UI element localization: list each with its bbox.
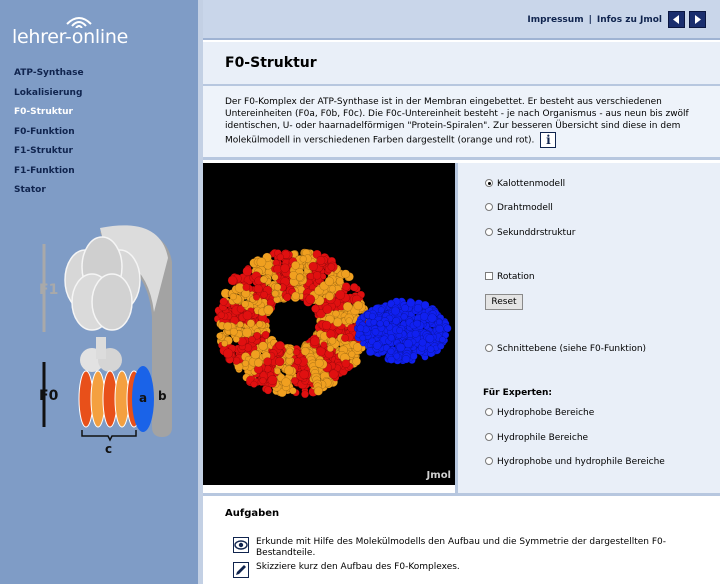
sidebar-item-atp-synthase[interactable]: ATP-Synthase (14, 68, 84, 78)
atom (314, 387, 323, 396)
atom (328, 263, 335, 270)
atom (281, 264, 290, 273)
info-icon[interactable]: i (540, 132, 556, 148)
radio-kalottenmodell[interactable] (485, 179, 565, 189)
radio-indicator[interactable] (485, 179, 493, 187)
sidebar-item-f0-funktion[interactable]: F0-Funktion (14, 126, 75, 137)
atom (444, 325, 451, 332)
atom (329, 285, 336, 292)
radio-label: Kalottenmodell (497, 179, 566, 189)
checkbox-label: Rotation (497, 272, 535, 282)
intro-text: Der F0-Komplex der ATP-Synthase ist in der Membran eingebettet. Er besteht aus verschiedenen Untereinheiten (F0a, F0b, F0c). Die F0c-Untereinheit besteht - je nach Organismus - aus neun bis zwölf identischen, U- oder haarnadelförmigen "Protein-Spiralen". Zur besseren Übersicht sind diese in dem Molekülmodell in verschiedenen Farben dargestellt (orange und rot). (225, 97, 689, 146)
atom (264, 305, 274, 315)
atom (262, 331, 269, 338)
atom (349, 351, 356, 358)
prev-page-button[interactable] (668, 11, 685, 28)
atom (254, 284, 263, 293)
atom (253, 294, 259, 300)
atom (421, 301, 429, 309)
atom (274, 284, 281, 291)
atom (342, 283, 350, 291)
link-separator: | (588, 15, 592, 25)
impressum-link[interactable]: Impressum (527, 15, 584, 25)
atom (242, 328, 251, 337)
checkbox-rotation[interactable] (485, 272, 535, 282)
atom (294, 358, 301, 365)
atom (251, 381, 258, 388)
atom (296, 274, 303, 281)
atom (257, 258, 266, 267)
jmol-label: Jmol (426, 470, 451, 481)
atom (354, 301, 363, 310)
atom (326, 292, 334, 300)
sidebar-item-f1-struktur[interactable]: F1-Struktur (14, 146, 73, 156)
atom (414, 320, 421, 327)
atom (243, 267, 252, 276)
radio-label: Hydrophobe und hydrophile Bereiche (497, 457, 665, 467)
atom (353, 357, 361, 365)
atom (401, 314, 408, 321)
atom (404, 339, 413, 348)
infos-jmol-link[interactable]: Infos zu Jmol (596, 15, 662, 25)
logo-text: lehrer-online (12, 26, 128, 48)
atom (272, 274, 279, 281)
atom (216, 333, 223, 340)
atom (301, 347, 309, 355)
atom (407, 299, 415, 307)
sidebar-nav (14, 68, 84, 205)
atom (224, 322, 232, 330)
atom (233, 336, 240, 343)
atom (230, 328, 237, 335)
page-title: F0-Struktur (225, 55, 317, 71)
radio-sekundaerstruktur[interactable] (485, 228, 576, 238)
atom (427, 346, 434, 353)
atom (333, 318, 342, 327)
atom (369, 313, 376, 320)
atom (326, 330, 335, 339)
atom (372, 328, 379, 335)
atom (290, 387, 297, 394)
atom (396, 343, 405, 352)
atom (377, 320, 384, 327)
radio-label: Hydrophile Bereiche (497, 433, 589, 443)
atom (249, 336, 256, 343)
atom (317, 256, 326, 265)
atom (259, 342, 268, 351)
atom (301, 391, 308, 398)
atom (291, 261, 299, 269)
radio-hydrophobe[interactable] (485, 408, 594, 418)
radio-schnittebene[interactable] (485, 344, 646, 354)
sidebar-item-f0-struktur[interactable]: F0-Struktur (14, 107, 73, 117)
atom (383, 321, 389, 327)
atp-synthase-diagram (30, 222, 190, 462)
diagram-f1-label: F1 (39, 282, 59, 298)
tasks-section (203, 496, 720, 584)
atom (247, 320, 255, 328)
atom (412, 330, 419, 337)
diagram-b-label: b (158, 389, 167, 403)
atom (336, 290, 345, 299)
top-links (527, 15, 662, 25)
atom (315, 359, 323, 367)
atom (242, 301, 249, 308)
intro-paragraph (225, 96, 703, 148)
title-bar (203, 42, 720, 86)
radio-label: Sekunddrstruktur (497, 228, 576, 238)
atom (438, 343, 444, 349)
atom (420, 312, 428, 320)
atom (428, 314, 437, 323)
atom (373, 341, 381, 349)
atom (436, 325, 444, 333)
atom (321, 342, 328, 349)
checkbox-indicator[interactable] (485, 272, 493, 280)
atom (261, 291, 268, 298)
atom (237, 321, 243, 327)
sidebar-item-lokalisierung[interactable]: Lokalisierung (14, 87, 83, 98)
atom (343, 302, 352, 311)
atom (396, 327, 402, 333)
atom (254, 359, 262, 367)
atom (410, 353, 417, 360)
atom (360, 335, 366, 341)
atom (357, 325, 364, 332)
atom (388, 348, 395, 355)
atom (336, 278, 344, 286)
atom (223, 349, 232, 358)
atom (394, 353, 400, 359)
atom (391, 307, 399, 315)
atom (268, 375, 277, 384)
atom (371, 319, 377, 325)
atom (402, 355, 410, 363)
radio-indicator[interactable] (485, 433, 493, 441)
atom (242, 360, 249, 367)
arrow-right-icon (690, 12, 705, 27)
radio-hydrophobe-hydrophile[interactable] (485, 457, 665, 467)
sidebar-item-f1-funktion[interactable]: F1-Funktion (14, 165, 75, 176)
atom (243, 284, 250, 291)
atom (350, 283, 358, 291)
radio-label: Hydrophobe Bereiche (497, 408, 595, 418)
atom (274, 265, 282, 273)
atom (276, 341, 285, 350)
atom (272, 290, 279, 297)
task-text: Erkunde mit Hilfe des Molekülmodells den Aufbau und die Symmetrie der dargestellten F0-Bestandteile. (256, 537, 666, 558)
atom (327, 345, 334, 352)
sidebar (0, 0, 198, 584)
atom (341, 334, 348, 341)
radio-label: Drahtmodell (497, 203, 553, 213)
diagram-c-label: c (105, 442, 113, 456)
reset-button[interactable]: Reset (485, 294, 523, 310)
atom (419, 339, 426, 346)
atom (220, 298, 228, 306)
atom (329, 337, 336, 344)
pencil-icon (233, 562, 249, 578)
atom (436, 319, 442, 325)
atom (426, 334, 434, 342)
atom (439, 337, 445, 343)
atom (275, 357, 284, 366)
arrow-left-icon (669, 12, 684, 27)
radio-indicator[interactable] (485, 457, 493, 465)
atom (325, 277, 334, 286)
radio-indicator[interactable] (485, 344, 493, 352)
next-page-button[interactable] (689, 11, 706, 28)
atom (323, 305, 332, 314)
radio-indicator[interactable] (485, 203, 493, 211)
atom (282, 378, 291, 387)
radio-label: Schnittebene (siehe F0-Funktion) (497, 344, 647, 354)
atom (333, 310, 340, 317)
atom (313, 272, 321, 280)
atom (287, 348, 293, 354)
atom (243, 311, 252, 320)
radio-indicator[interactable] (485, 228, 493, 236)
atom (293, 349, 300, 356)
atom (306, 295, 315, 304)
radio-indicator[interactable] (485, 408, 493, 416)
atom (228, 276, 237, 285)
atom (310, 337, 319, 346)
atom (414, 304, 422, 312)
atom (221, 340, 227, 346)
radio-hydrophile[interactable] (485, 433, 588, 443)
atom (292, 292, 300, 300)
atom (230, 293, 237, 300)
atom (311, 305, 319, 313)
f0-molecule-model[interactable] (203, 163, 455, 485)
atom (256, 321, 263, 328)
tasks-title: Aufgaben (225, 508, 280, 519)
radio-drahtmodell[interactable] (485, 203, 553, 213)
atom (346, 318, 352, 324)
atom (300, 256, 307, 263)
atom (388, 334, 395, 341)
intro-section (203, 86, 720, 160)
atom (342, 360, 350, 368)
diagram-a-label: a (139, 391, 148, 405)
atom (393, 317, 400, 324)
atom (284, 366, 293, 375)
diagram-f0-label: F0 (39, 388, 59, 404)
task-text: Skizziere kurz den Aufbau des F0-Komplexes. (256, 562, 460, 572)
top-bar (203, 0, 720, 40)
atom (274, 368, 280, 374)
controls-panel (455, 163, 720, 493)
atom (341, 270, 349, 278)
atom (260, 276, 267, 283)
atom (300, 370, 309, 379)
sidebar-item-stator[interactable]: Stator (14, 185, 46, 195)
atom (264, 387, 272, 395)
atom (322, 321, 331, 330)
atom (264, 358, 272, 366)
atom (309, 262, 318, 271)
atom (251, 350, 260, 359)
eye-icon (233, 537, 249, 553)
atom (378, 307, 384, 313)
atom (218, 312, 225, 319)
jmol-viewer[interactable] (203, 163, 455, 485)
atom (329, 370, 338, 379)
atom (277, 254, 284, 261)
logo[interactable] (12, 14, 142, 50)
experts-label: Für Experten: (483, 388, 553, 398)
atom (260, 377, 267, 384)
